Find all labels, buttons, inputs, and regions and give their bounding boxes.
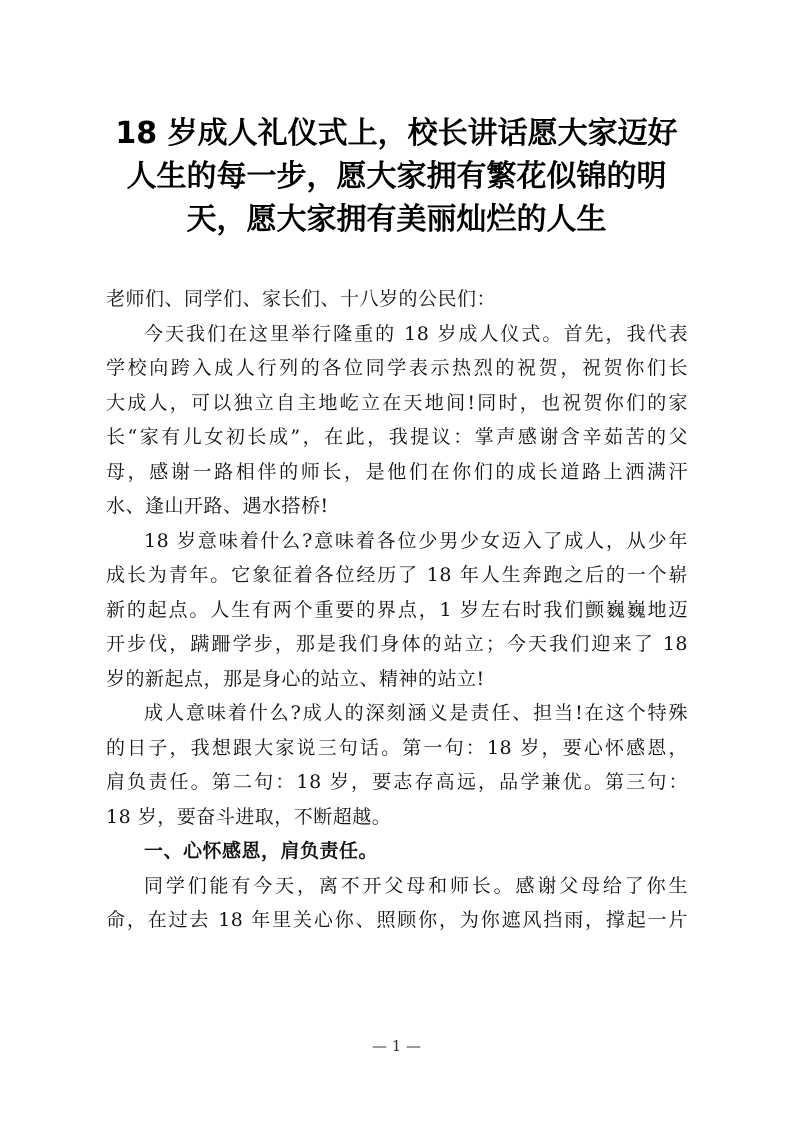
document-body <box>106 282 688 938</box>
paragraph-4-line-1: 同学们能有今天，离不开父母和师长。感谢父母给了你生 <box>144 874 688 897</box>
paragraph-2-line-3: 新的起点。人生有两个重要的界点，1 岁左右时我们颤巍巍地迈 <box>106 598 688 621</box>
paragraph-1-line-6: 水、逢山开路、遇水搭桥! <box>106 495 329 517</box>
paragraph-1-line-5: 母，感谢一路相伴的师长，是他们在你们的成长道路上洒满汗 <box>106 460 688 483</box>
paragraph-1-line-4: 长“家有儿女初长成”，在此，我提议：掌声感谢含辛茹苦的父 <box>106 426 688 448</box>
title-line-1: 18 岁成人礼仪式上，校长讲话愿大家迈好 <box>115 116 678 151</box>
paragraph-3-line-2: 的日子，我想跟大家说三句话。第一句：18 岁，要心怀感恩， <box>106 736 688 759</box>
page-number: — 1 — <box>371 1037 422 1055</box>
salutation: 老师们、同学们、家长们、十八岁的公民们： <box>106 288 497 310</box>
section-heading: 一、心怀感恩，肩负责任。 <box>144 840 379 862</box>
paragraph-2-line-2: 成长为青年。它象征着各位经历了 18 年人生奔跑之后的一个崭 <box>106 564 688 586</box>
paragraph-1-line-1: 今天我们在这里举行隆重的 18 岁成人仪式。首先，我代表 <box>144 322 688 345</box>
paragraph-2-line-1: 18 岁意味着什么?意味着各位少男少女迈入了成人，从少年 <box>144 529 688 552</box>
paragraph-2-line-5: 岁的新起点，那是身心的站立、精神的站立! <box>106 667 485 690</box>
paragraph-4-line-2: 命，在过去 18 年里关心你、照顾你，为你遮风挡雨，撑起一片 <box>106 909 688 931</box>
paragraph-1-line-3: 大成人，可以独立自主地屹立在天地间!同时，也祝贺你们的家 <box>106 391 688 414</box>
title-line-3: 天，愿大家拥有美丽灿烂的人生 <box>186 202 607 237</box>
paragraph-1-line-2: 学校向跨入成人行列的各位同学表示热烈的祝贺，祝贺你们长 <box>106 357 688 379</box>
paragraph-3-line-4: 18 岁，要奋斗进取，不断超越。 <box>106 805 392 828</box>
paragraph-3-line-3: 肩负责任。第二句：18 岁，要志存高远，品学兼优。第三句： <box>106 771 688 793</box>
paragraph-2-line-4: 开步伐，蹒跚学步，那是我们身体的站立；今天我们迎来了 18 <box>106 633 688 655</box>
paragraph-3-line-1: 成人意味着什么?成人的深刻涵义是责任、担当!在这个特殊 <box>144 702 688 724</box>
document-title <box>100 112 693 241</box>
title-line-2: 人生的每一步，愿大家拥有繁花似锦的明 <box>126 159 667 194</box>
